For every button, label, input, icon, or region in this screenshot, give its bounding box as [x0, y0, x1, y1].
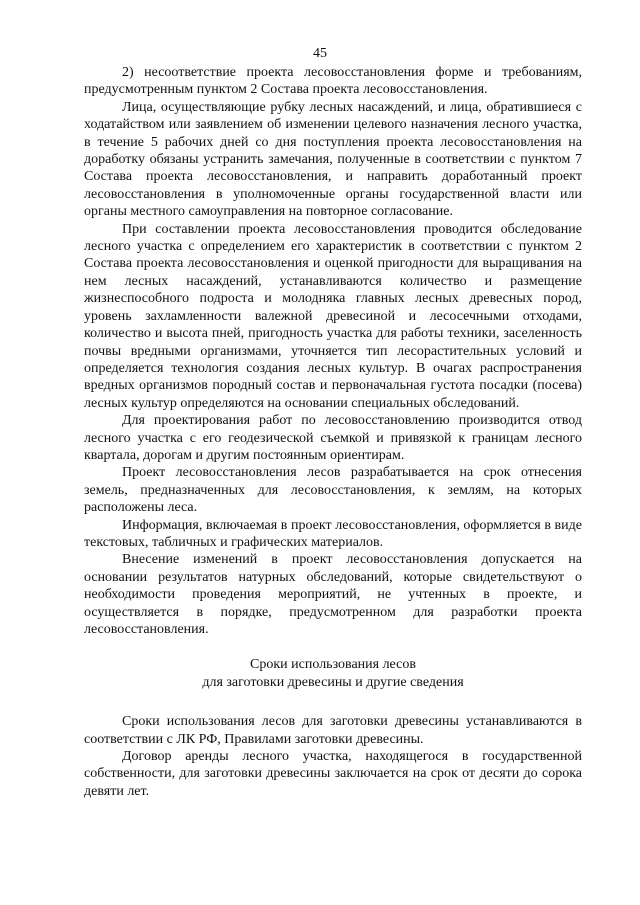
paragraph-site-survey: При составлении проекта лесовосстановления проводится обследование лесного участка с определением его характеристик в соответствии с пунктом 2 Состава проекта лесовосстановления и оценкой пригодности для выращивания на нем лесных насаждений, устанавливаются количество и размещение жизнеспособного подроста и молодняка главных лесных древесных пород, уровень захламленности валежной древесиной и лесосечными отходами, количество и высота пней, пригодность участка для работы техники, заселенность почвы вредными организмами, уточняется тип лесорастительных условий и определяется технология создания лесных культур. В очагах распространения вредных организмов породный состав и первоначальная густота посадки (посева) лесных культур определяются на основании специальных обследований.	[84, 221, 582, 411]
document-body	[84, 64, 582, 800]
paragraph-lease-contract: Договор аренды лесного участка, находящегося в государственной собственности, для заготовки древесины заключается на срок от десяти до сорока девяти лет.	[84, 749, 582, 799]
paragraph-site-allotment: Для проектирования работ по лесовосстановлению производится отвод лесного участка с его геодезической съемкой и привязкой к границам лесного квартала, дорогам и другим постоянным ориентирам.	[84, 413, 582, 463]
section-heading	[84, 656, 582, 691]
section-heading-line-1: Сроки использования лесов	[250, 657, 416, 673]
paragraph-project-format: Информация, включаемая в проект лесовосстановления, оформляется в виде текстовых, табличных и графических материалов.	[84, 517, 582, 550]
paragraph-project-term: Проект лесовосстановления лесов разрабатывается на срок отнесения земель, предназначенных для лесовосстановления, к землям, на которых расположены леса.	[84, 465, 582, 516]
paragraph-project-changes: Внесение изменений в проект лесовосстановления допускается на основании результатов натурных обследований, которые свидетельствуют о необходимости проведения мероприятий, не учтенных в проекте, и осуществляется в порядке, предусмотренном для разработки проекта лесовосстановления.	[84, 552, 582, 637]
paragraph-harvest-terms: Сроки использования лесов для заготовки древесины устанавливаются в соответствии с ЛК РФ, Правилами заготовки древесины.	[84, 714, 582, 747]
page-number: 45	[313, 46, 327, 61]
paragraph-item-2: 2) несоответствие проекта лесовосстановления форме и требованиям, предусмотренным пунктом 2 Состава проекта лесовосстановления.	[84, 65, 582, 98]
section-heading-line-2: для заготовки древесины и другие сведения	[202, 674, 464, 690]
paragraph-revision-obligation: Лица, осуществляющие рубку лесных насаждений, и лица, обратившиеся с ходатайством или заявлением об изменении целевого назначения лесного участка, в течение 5 рабочих дней со дня поступления проекта лесовосстановления на доработку обязаны устранить замечания, полученные в соответствии с пунктом 7 Состава проекта лесовосстановления, и направить доработанный проект лесовосстановления в уполномоченные органы государственной власти или органы местного самоуправления на повторное согласование.	[84, 99, 582, 220]
